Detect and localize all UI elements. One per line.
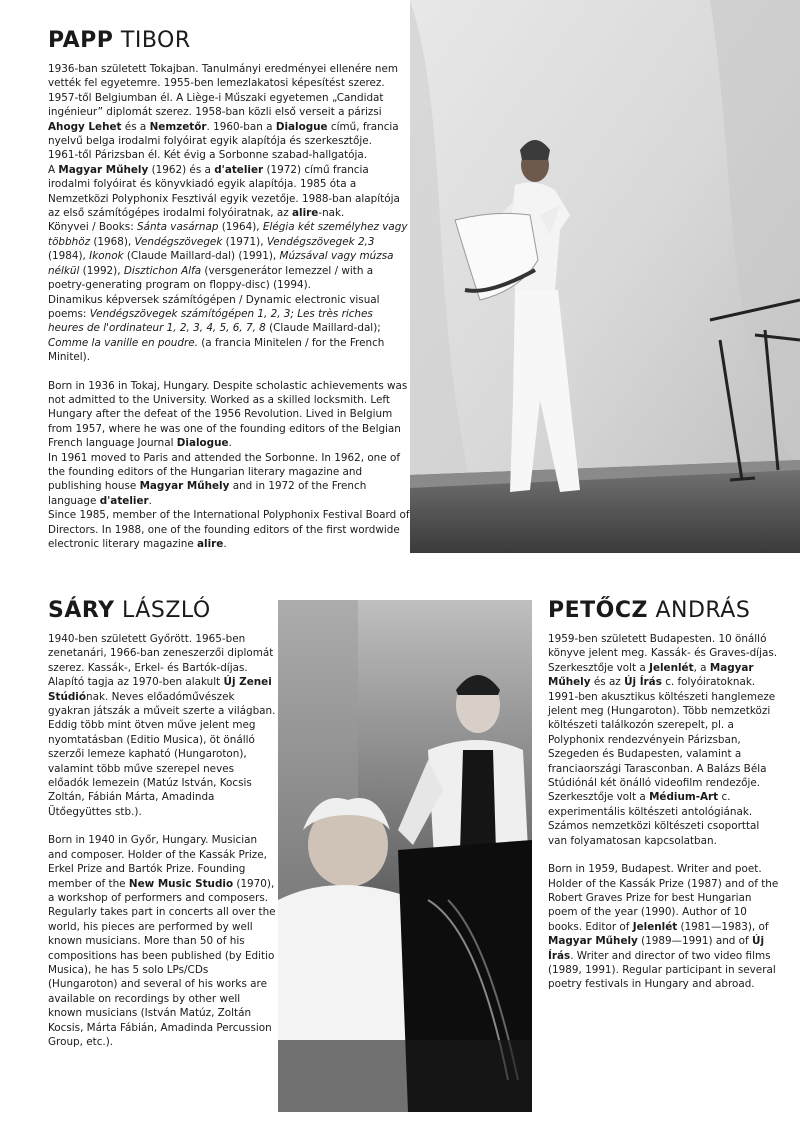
- paragraph: [48, 220, 410, 292]
- bold-run: Magyar Műhely: [548, 661, 754, 689]
- text-run: (1981—1983), of: [677, 920, 769, 933]
- text-run: (1971),: [222, 235, 267, 248]
- text-run: , a: [693, 661, 710, 674]
- paragraph: [48, 508, 410, 551]
- text-run: c. experimentális költészeti antológiának. Számos nemzetközi költészeti csoporttal van folyamatosan kapcsolatban.: [548, 791, 760, 847]
- text-run: és az: [590, 676, 625, 689]
- bold-run: alire: [292, 207, 319, 220]
- italic-run: Vendégszövegek számítógépen 1, 2, 3; Les très riches heures de l'ordinateur 1, 2, 3, 4, 5, 6, 7, 8: [48, 307, 373, 335]
- text-run: Born in 1940 in Győr, Hungary. Musician and composer. Holder of the Kassák Prize, Erkel Prize and Bartók Prize. Founding member of the: [48, 834, 267, 890]
- bold-run: Dialogue: [176, 437, 229, 450]
- papp-name-heading: [48, 30, 410, 52]
- sary-petocz-piano-photo: [278, 600, 532, 1112]
- bold-run: Médium-Art: [649, 791, 719, 804]
- paragraph: [48, 148, 410, 162]
- text-run: 1959-ben született Budapesten. 10 önálló könyve jelent meg. Kassák- és Graves-díjas. Szerkesztője volt a: [548, 633, 778, 674]
- bold-run: New Music Studio: [128, 877, 234, 890]
- bold-run: Dialogue: [275, 120, 328, 133]
- text-run: (1989—1991) and of: [637, 935, 753, 948]
- italic-run: Vendégszövegek 2,3: [266, 235, 375, 248]
- petocz-given-name: ANDRÁS: [655, 598, 751, 623]
- papp-hungarian-text: [48, 62, 410, 365]
- text-run: A: [48, 163, 59, 176]
- bold-run: d'atelier: [99, 494, 149, 507]
- bold-run: Új Írás: [548, 935, 765, 962]
- papp-given-name: TIBOR: [120, 28, 191, 53]
- italic-run: Sánta vasárnap: [137, 221, 219, 234]
- text-run: .: [223, 538, 227, 550]
- text-run: and in 1972 of the French language: [48, 480, 367, 507]
- bold-run: Ahogy Lehet: [48, 120, 122, 133]
- text-run: .: [228, 437, 232, 450]
- sary-english-text: [48, 833, 276, 1049]
- sary-bio-column: [48, 600, 276, 1049]
- text-run: (1984),: [48, 250, 90, 263]
- text-run: (1970), a workshop of performers and composers. Regularly takes part in concerts all over the world, his pieces are performed by well known musicians. More than 50 of his compositions has been published (by Editio Musica), he has 5 solo LPs/CDs (Hungaroton) and several of his works are available on recordings by other well known musicians (István Matúz, Zoltán Kocsis, Márta Fábián, Amadinda Percussion Group, etc.).: [48, 877, 276, 1048]
- text-run: (versgenerátor lemezzel / with a poetry-generating program on floppy-disc) (1994).: [48, 264, 374, 292]
- text-run: (1964),: [218, 221, 263, 234]
- paragraph: [48, 833, 276, 1049]
- text-run: és a: [121, 120, 150, 133]
- text-run: Born in 1959, Budapest. Writer and poet. Holder of the Kassák Prize (1987) and of the Robert Graves Prize for best Hungarian poem of the year (1990). Author of 10 books. Editor of: [548, 863, 779, 933]
- text-run: (1992),: [79, 264, 124, 277]
- petocz-english-text: [548, 862, 780, 992]
- bold-run: d'atelier: [214, 163, 264, 176]
- text-run: (a francia Minitelen / for the French Minitel).: [48, 336, 385, 364]
- text-run: című, francia nyelvű belga irodalmi folyóirat egyik alapítója és szerkesztője.: [48, 120, 399, 148]
- text-run: . 1960-ban a: [206, 120, 276, 133]
- paragraph: [48, 293, 410, 365]
- sary-hungarian-text: [48, 632, 276, 819]
- sary-name-heading: [48, 600, 276, 622]
- text-run: 1936-ban született Tokajban. Tanulmányi eredményei ellenére nem vették fel egyetemre. 1955-ben lemezlakatosi képesítést szerez. 1957-től Belgiumban él. A Liège-i Műszaki egyetemen „Candidat ingénieur” diplomát szerez. 1958-ban közli első verseit a párizsi: [48, 63, 398, 119]
- petocz-bio-column: [548, 600, 780, 992]
- italic-run: Disztichon Alfa: [123, 264, 202, 277]
- papp-surname: PAPP: [48, 28, 114, 53]
- text-run: Since 1985, member of the International Polyphonix Festival Board of Directors. In 1988, one of the founding editors of the first wordwide electronic literary magazine: [48, 509, 410, 550]
- petocz-name-heading: [548, 600, 780, 622]
- bold-run: Nemzetőr: [149, 120, 207, 133]
- petocz-surname: PETŐCZ: [548, 598, 648, 623]
- italic-run: Comme la vanille en poudre.: [48, 336, 198, 349]
- bold-run: Új Írás: [624, 676, 662, 689]
- text-run: (Claude Maillard-dal) (1991),: [123, 250, 280, 263]
- bold-run: Magyar Műhely: [139, 480, 230, 493]
- text-run: 1940-ben született Győrött. 1965-ben zenetanári, 1966-ban zeneszerzői diplomát szerez. Kassák-, Erkel- és Bartók-díjas. Alapító tagja az 1970-ben alakult: [48, 633, 274, 689]
- text-run: Könyvei / Books:: [48, 221, 137, 234]
- paragraph: [48, 62, 410, 148]
- italic-run: Múzsával vagy múzsa nélkül: [48, 250, 394, 277]
- paragraph: [48, 451, 410, 509]
- bold-run: Magyar Műhely: [548, 935, 638, 948]
- bold-run: Jelenlét: [632, 920, 678, 933]
- italic-run: Elégia két személyhez vagy többhöz: [48, 221, 408, 248]
- paragraph: [48, 379, 410, 451]
- text-run: Born in 1936 in Tokaj, Hungary. Despite scholastic achievements was not admitted to the University. Worked as a skilled locksmith. Left Hungary after the defeat of the 1956 Revolution. Lived in Belgium from 1957, where he was one of the founding editors of the Belgian French language Journal: [48, 379, 408, 450]
- bold-run: Magyar Műhely: [58, 163, 149, 176]
- text-run: 1961-től Párizsban él. Két évig a Sorbonne szabad-hallgatója.: [48, 149, 368, 162]
- papp-performance-photo: [410, 0, 800, 553]
- italic-run: Ikonok: [89, 250, 124, 263]
- bold-run: Jelenlét: [649, 661, 694, 674]
- text-run: (1962) és a: [148, 163, 215, 176]
- text-run: c. folyóiratoknak. 1991-ben akusztikus költészeti hanglemeze jelent meg (Hungaroton). Több nemzetközi költészeti találkozón szerepelt, pl. a Polyphonix rendezvényein Párizsban, Szegeden és Budapesten, valamint a franciaországi Tarasconban. A Balázs Béla Stúdiónál két önálló videofilm rendezője. Szerkesztője volt a: [548, 676, 776, 804]
- text-run: nak. Neves előadóművészek gyakran játszák a műveit szerte a világban. Eddig több mint ötven műve jelent meg nyomtatásban (Editio Musica), öt önálló szerzői lemeze kapható (Hungaroton), valamint több műve szerepel neves előadók lemezein (Matúz István, Kocsis Zoltán, Fábián Márta, Amadinda Ütőegyüttes stb.).: [48, 690, 276, 818]
- text-run: (Claude Maillard-dal);: [265, 322, 381, 335]
- papp-english-text: [48, 379, 410, 552]
- paragraph: [548, 632, 780, 848]
- petocz-hungarian-text: [548, 632, 780, 848]
- sary-surname: SÁRY: [48, 598, 115, 623]
- bold-run: Új Zenei Stúdió: [48, 676, 272, 703]
- text-run: (1968),: [90, 235, 135, 248]
- text-run: -nak.: [318, 207, 345, 220]
- italic-run: Vendégszövegek: [134, 235, 223, 248]
- text-run: . Writer and director of two video films (1989, 1991). Regular participant in several poetry festivals in Hungary and abroad.: [548, 949, 776, 991]
- sary-given-name: LÁSZLÓ: [122, 598, 211, 623]
- text-run: Dinamikus képversek számítógépen / Dynamic electronic visual poems:: [48, 293, 380, 320]
- papp-bio-column: [48, 30, 410, 551]
- bold-run: alire: [197, 538, 224, 550]
- text-run: (1972) című francia irodalmi folyóirat és könyvkiadó egyik alapítója. 1985 óta a Nemzetközi Polyphonix Fesztivál egyik vezetője. 1988-ban alapítója az első számítógépes irodalmi folyóiratnak, az: [48, 163, 400, 220]
- paragraph: [548, 862, 780, 992]
- text-run: .: [148, 494, 152, 507]
- paragraph: [48, 163, 410, 221]
- text-run: In 1961 moved to Paris and attended the Sorbonne. In 1962, one of the founding editors of the Hungarian literary magazine and publishing house: [48, 451, 400, 493]
- paragraph: [48, 632, 276, 819]
